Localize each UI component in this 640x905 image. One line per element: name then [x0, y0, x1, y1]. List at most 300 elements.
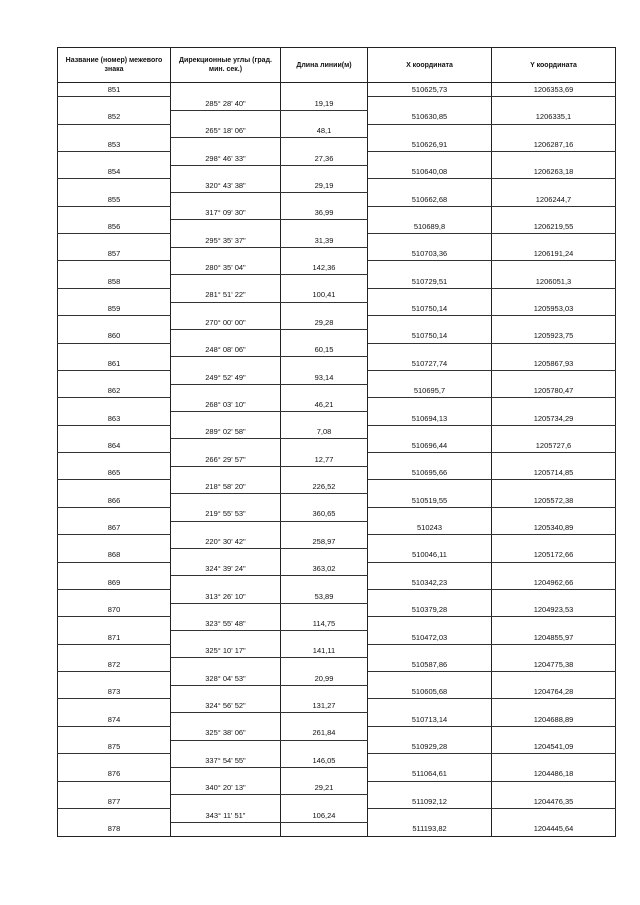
point-name: 863 — [58, 412, 171, 426]
direction-angle: 289° 02' 58" — [171, 425, 281, 439]
segment-row — [58, 124, 616, 138]
y-cell-empty — [492, 288, 616, 302]
line-length: 7,08 — [281, 425, 368, 439]
segment-row — [58, 754, 616, 768]
point-cell-empty — [58, 97, 171, 111]
length-cell-empty — [281, 83, 368, 97]
x-cell-empty — [368, 480, 492, 494]
line-length: 131,27 — [281, 699, 368, 713]
angle-cell-empty — [171, 412, 281, 426]
angle-cell-empty — [171, 740, 281, 754]
x-cell-empty — [368, 726, 492, 740]
segment-row — [58, 206, 616, 220]
table-body — [58, 83, 616, 837]
y-cell-empty — [492, 151, 616, 165]
y-coordinate: 1205923,75 — [492, 329, 616, 343]
direction-angle: 268° 03' 10" — [171, 398, 281, 412]
point-name: 854 — [58, 165, 171, 179]
x-cell-empty — [368, 124, 492, 138]
line-length: 53,89 — [281, 589, 368, 603]
point-name: 866 — [58, 494, 171, 508]
point-name: 858 — [58, 275, 171, 289]
y-cell-empty — [492, 234, 616, 248]
y-coordinate: 1205867,93 — [492, 357, 616, 371]
segment-row — [58, 370, 616, 384]
x-cell-empty — [368, 370, 492, 384]
segment-row — [58, 97, 616, 111]
x-coordinate: 510587,86 — [368, 658, 492, 672]
y-coordinate: 1206244,7 — [492, 193, 616, 207]
point-row — [58, 302, 616, 316]
segment-row — [58, 726, 616, 740]
y-cell-empty — [492, 453, 616, 467]
length-cell-empty — [281, 795, 368, 809]
point-cell-empty — [58, 507, 171, 521]
y-cell-empty — [492, 179, 616, 193]
x-cell-empty — [368, 672, 492, 686]
line-length: 363,02 — [281, 562, 368, 576]
point-row — [58, 412, 616, 426]
x-coordinate: 510243 — [368, 521, 492, 535]
segment-row — [58, 316, 616, 330]
header-line-length: Длина линии(м) — [281, 48, 368, 83]
point-cell-empty — [58, 480, 171, 494]
angle-cell-empty — [171, 795, 281, 809]
direction-angle: 220° 30' 42" — [171, 535, 281, 549]
point-name: 853 — [58, 138, 171, 152]
point-name: 878 — [58, 822, 171, 836]
y-cell-empty — [492, 206, 616, 220]
y-coordinate: 1205780,47 — [492, 384, 616, 398]
point-name: 869 — [58, 576, 171, 590]
length-cell-empty — [281, 302, 368, 316]
x-cell-empty — [368, 343, 492, 357]
segment-row — [58, 808, 616, 822]
point-row — [58, 466, 616, 480]
y-coordinate: 1205340,89 — [492, 521, 616, 535]
angle-cell-empty — [171, 767, 281, 781]
y-coordinate: 1206219,55 — [492, 220, 616, 234]
y-coordinate: 1204476,35 — [492, 795, 616, 809]
y-cell-empty — [492, 97, 616, 111]
line-length: 31,39 — [281, 234, 368, 248]
direction-angle: 337° 54' 55" — [171, 754, 281, 768]
length-cell-empty — [281, 412, 368, 426]
angle-cell-empty — [171, 302, 281, 316]
angle-cell-empty — [171, 603, 281, 617]
direction-angle: 295° 35' 37" — [171, 234, 281, 248]
direction-angle: 249° 52' 49" — [171, 370, 281, 384]
point-name: 852 — [58, 110, 171, 124]
point-cell-empty — [58, 699, 171, 713]
direction-angle: 219° 55' 53" — [171, 507, 281, 521]
segment-row — [58, 425, 616, 439]
y-coordinate: 1206263,18 — [492, 165, 616, 179]
y-coordinate: 1204764,28 — [492, 685, 616, 699]
direction-angle: 343° 11' 51" — [171, 808, 281, 822]
line-length: 141,11 — [281, 644, 368, 658]
direction-angle: 298° 46' 33" — [171, 151, 281, 165]
angle-cell-empty — [171, 439, 281, 453]
x-cell-empty — [368, 316, 492, 330]
y-cell-empty — [492, 480, 616, 494]
point-name: 872 — [58, 658, 171, 672]
point-cell-empty — [58, 343, 171, 357]
point-row — [58, 767, 616, 781]
direction-angle: 270° 00' 00" — [171, 316, 281, 330]
angle-cell-empty — [171, 247, 281, 261]
segment-row — [58, 562, 616, 576]
y-cell-empty — [492, 726, 616, 740]
direction-angle: 340° 20' 13" — [171, 781, 281, 795]
x-coordinate: 511092,12 — [368, 795, 492, 809]
x-cell-empty — [368, 288, 492, 302]
y-cell-empty — [492, 370, 616, 384]
point-cell-empty — [58, 151, 171, 165]
angle-cell-empty — [171, 466, 281, 480]
point-name: 865 — [58, 466, 171, 480]
x-cell-empty — [368, 179, 492, 193]
point-name: 876 — [58, 767, 171, 781]
point-row — [58, 603, 616, 617]
x-cell-empty — [368, 589, 492, 603]
point-row — [58, 220, 616, 234]
length-cell-empty — [281, 357, 368, 371]
x-coordinate: 510929,28 — [368, 740, 492, 754]
y-cell-empty — [492, 261, 616, 275]
point-cell-empty — [58, 398, 171, 412]
y-cell-empty — [492, 754, 616, 768]
point-cell-empty — [58, 808, 171, 822]
point-cell-empty — [58, 288, 171, 302]
length-cell-empty — [281, 220, 368, 234]
y-coordinate: 1204688,89 — [492, 713, 616, 727]
line-length: 12,77 — [281, 453, 368, 467]
length-cell-empty — [281, 193, 368, 207]
direction-angle: 285° 28' 40" — [171, 97, 281, 111]
y-coordinate: 1206051,3 — [492, 275, 616, 289]
point-cell-empty — [58, 589, 171, 603]
x-coordinate: 510713,14 — [368, 713, 492, 727]
x-coordinate: 510729,51 — [368, 275, 492, 289]
direction-angle: 324° 39' 24" — [171, 562, 281, 576]
point-row — [58, 658, 616, 672]
length-cell-empty — [281, 110, 368, 124]
header-point-name: Название (номер) межевого знака — [58, 48, 171, 83]
length-cell-empty — [281, 521, 368, 535]
y-cell-empty — [492, 535, 616, 549]
x-coordinate: 510605,68 — [368, 685, 492, 699]
y-coordinate: 1205572,38 — [492, 494, 616, 508]
angle-cell-empty — [171, 220, 281, 234]
y-coordinate: 1204445,64 — [492, 822, 616, 836]
x-coordinate: 510703,36 — [368, 247, 492, 261]
point-row — [58, 384, 616, 398]
length-cell-empty — [281, 767, 368, 781]
x-cell-empty — [368, 234, 492, 248]
point-row — [58, 165, 616, 179]
y-cell-empty — [492, 316, 616, 330]
segment-row — [58, 535, 616, 549]
segment-row — [58, 398, 616, 412]
point-row — [58, 576, 616, 590]
x-coordinate: 510750,14 — [368, 329, 492, 343]
point-cell-empty — [58, 562, 171, 576]
point-cell-empty — [58, 206, 171, 220]
y-coordinate: 1205734,29 — [492, 412, 616, 426]
point-row — [58, 521, 616, 535]
point-cell-empty — [58, 453, 171, 467]
y-coordinate: 1206335,1 — [492, 110, 616, 124]
x-cell-empty — [368, 507, 492, 521]
point-name: 867 — [58, 521, 171, 535]
point-cell-empty — [58, 124, 171, 138]
x-cell-empty — [368, 617, 492, 631]
point-row — [58, 193, 616, 207]
x-coordinate: 510695,7 — [368, 384, 492, 398]
x-coordinate: 510519,55 — [368, 494, 492, 508]
segment-row — [58, 343, 616, 357]
angle-cell-empty — [171, 275, 281, 289]
y-cell-empty — [492, 562, 616, 576]
y-coordinate: 1205953,03 — [492, 302, 616, 316]
y-cell-empty — [492, 644, 616, 658]
point-row — [58, 357, 616, 371]
segment-row — [58, 288, 616, 302]
direction-angle: 248° 08' 06" — [171, 343, 281, 357]
x-coordinate: 510750,14 — [368, 302, 492, 316]
point-cell-empty — [58, 535, 171, 549]
segment-row — [58, 234, 616, 248]
line-length: 29,21 — [281, 781, 368, 795]
length-cell-empty — [281, 822, 368, 836]
x-coordinate: 510472,03 — [368, 631, 492, 645]
angle-cell-empty — [171, 658, 281, 672]
point-name: 856 — [58, 220, 171, 234]
y-cell-empty — [492, 808, 616, 822]
length-cell-empty — [281, 740, 368, 754]
x-cell-empty — [368, 562, 492, 576]
point-row — [58, 110, 616, 124]
direction-angle: 313° 26' 10" — [171, 589, 281, 603]
x-cell-empty — [368, 781, 492, 795]
direction-angle: 266° 29' 57" — [171, 453, 281, 467]
point-name: 873 — [58, 685, 171, 699]
point-cell-empty — [58, 644, 171, 658]
x-coordinate: 510626,91 — [368, 138, 492, 152]
length-cell-empty — [281, 658, 368, 672]
point-cell-empty — [58, 754, 171, 768]
y-cell-empty — [492, 343, 616, 357]
y-coordinate: 1204541,09 — [492, 740, 616, 754]
point-name: 862 — [58, 384, 171, 398]
line-length: 93,14 — [281, 370, 368, 384]
length-cell-empty — [281, 384, 368, 398]
header-y-coordinate: Y координата — [492, 48, 616, 83]
point-row — [58, 685, 616, 699]
x-cell-empty — [368, 644, 492, 658]
line-length: 114,75 — [281, 617, 368, 631]
segment-row — [58, 672, 616, 686]
x-coordinate: 510640,08 — [368, 165, 492, 179]
y-coordinate: 1206287,16 — [492, 138, 616, 152]
point-cell-empty — [58, 316, 171, 330]
point-name: 859 — [58, 302, 171, 316]
x-coordinate: 510342,23 — [368, 576, 492, 590]
line-length: 29,19 — [281, 179, 368, 193]
angle-cell-empty — [171, 576, 281, 590]
y-coordinate: 1204923,53 — [492, 603, 616, 617]
segment-row — [58, 453, 616, 467]
y-coordinate: 1204962,66 — [492, 576, 616, 590]
point-name: 868 — [58, 548, 171, 562]
direction-angle: 280° 35' 04" — [171, 261, 281, 275]
line-length: 48,1 — [281, 124, 368, 138]
angle-cell-empty — [171, 548, 281, 562]
x-coordinate: 510696,44 — [368, 439, 492, 453]
segment-row — [58, 179, 616, 193]
x-cell-empty — [368, 97, 492, 111]
point-row — [58, 138, 616, 152]
direction-angle: 325° 10' 17" — [171, 644, 281, 658]
segment-row — [58, 480, 616, 494]
point-row — [58, 795, 616, 809]
angle-cell-empty — [171, 110, 281, 124]
x-coordinate: 511064,61 — [368, 767, 492, 781]
y-cell-empty — [492, 589, 616, 603]
length-cell-empty — [281, 494, 368, 508]
x-coordinate: 510379,28 — [368, 603, 492, 617]
y-coordinate: 1205714,85 — [492, 466, 616, 480]
y-coordinate: 1205172,66 — [492, 548, 616, 562]
angle-cell-empty — [171, 384, 281, 398]
direction-angle: 317° 09' 30" — [171, 206, 281, 220]
point-name: 855 — [58, 193, 171, 207]
length-cell-empty — [281, 631, 368, 645]
y-coordinate: 1206353,69 — [492, 83, 616, 97]
table-header-row — [58, 48, 616, 83]
x-cell-empty — [368, 754, 492, 768]
angle-cell-empty — [171, 521, 281, 535]
segment-row — [58, 261, 616, 275]
line-length: 60,15 — [281, 343, 368, 357]
angle-cell-empty — [171, 822, 281, 836]
line-length: 360,65 — [281, 507, 368, 521]
x-coordinate: 511193,82 — [368, 822, 492, 836]
x-cell-empty — [368, 261, 492, 275]
x-cell-empty — [368, 425, 492, 439]
angle-cell-empty — [171, 193, 281, 207]
y-cell-empty — [492, 672, 616, 686]
point-name: 875 — [58, 740, 171, 754]
point-row — [58, 439, 616, 453]
point-row — [58, 631, 616, 645]
length-cell-empty — [281, 329, 368, 343]
point-name: 861 — [58, 357, 171, 371]
line-length: 20,99 — [281, 672, 368, 686]
line-length: 226,52 — [281, 480, 368, 494]
line-length: 27,36 — [281, 151, 368, 165]
y-coordinate: 1204486,18 — [492, 767, 616, 781]
x-coordinate: 510662,68 — [368, 193, 492, 207]
point-cell-empty — [58, 726, 171, 740]
point-cell-empty — [58, 672, 171, 686]
line-length: 36,99 — [281, 206, 368, 220]
angle-cell-empty — [171, 329, 281, 343]
angle-cell-empty — [171, 685, 281, 699]
line-length: 261,84 — [281, 726, 368, 740]
y-cell-empty — [492, 425, 616, 439]
x-cell-empty — [368, 808, 492, 822]
point-row — [58, 275, 616, 289]
x-cell-empty — [368, 151, 492, 165]
y-coordinate: 1206191,24 — [492, 247, 616, 261]
segment-row — [58, 507, 616, 521]
length-cell-empty — [281, 685, 368, 699]
length-cell-empty — [281, 439, 368, 453]
direction-angle: 320° 43' 38" — [171, 179, 281, 193]
x-cell-empty — [368, 206, 492, 220]
point-name: 864 — [58, 439, 171, 453]
header-direction-angle: Дирекционные углы (град. мин. сек.) — [171, 48, 281, 83]
y-cell-empty — [492, 781, 616, 795]
point-cell-empty — [58, 179, 171, 193]
line-length: 106,24 — [281, 808, 368, 822]
x-cell-empty — [368, 535, 492, 549]
angle-cell-empty — [171, 631, 281, 645]
length-cell-empty — [281, 165, 368, 179]
segment-row — [58, 781, 616, 795]
point-row — [58, 329, 616, 343]
length-cell-empty — [281, 713, 368, 727]
line-length: 142,36 — [281, 261, 368, 275]
angle-cell-empty — [171, 357, 281, 371]
length-cell-empty — [281, 247, 368, 261]
point-name: 874 — [58, 713, 171, 727]
point-name: 870 — [58, 603, 171, 617]
direction-angle: 328° 04' 53" — [171, 672, 281, 686]
angle-cell-empty — [171, 165, 281, 179]
x-cell-empty — [368, 453, 492, 467]
segment-row — [58, 644, 616, 658]
line-length: 258,97 — [281, 535, 368, 549]
angle-cell-empty — [171, 83, 281, 97]
point-row — [58, 548, 616, 562]
x-coordinate: 510625,73 — [368, 83, 492, 97]
length-cell-empty — [281, 603, 368, 617]
y-coordinate: 1205727,6 — [492, 439, 616, 453]
y-cell-empty — [492, 398, 616, 412]
line-length: 19,19 — [281, 97, 368, 111]
header-x-coordinate: X координата — [368, 48, 492, 83]
direction-angle: 323° 55' 48" — [171, 617, 281, 631]
x-coordinate: 510630,85 — [368, 110, 492, 124]
length-cell-empty — [281, 466, 368, 480]
point-cell-empty — [58, 781, 171, 795]
y-coordinate: 1204775,38 — [492, 658, 616, 672]
x-coordinate: 510046,11 — [368, 548, 492, 562]
direction-angle: 265° 18' 06" — [171, 124, 281, 138]
point-cell-empty — [58, 425, 171, 439]
y-cell-empty — [492, 617, 616, 631]
length-cell-empty — [281, 576, 368, 590]
y-cell-empty — [492, 124, 616, 138]
direction-angle: 218° 58' 20" — [171, 480, 281, 494]
point-name: 857 — [58, 247, 171, 261]
point-cell-empty — [58, 370, 171, 384]
point-row — [58, 247, 616, 261]
direction-angle: 281° 51' 22" — [171, 288, 281, 302]
